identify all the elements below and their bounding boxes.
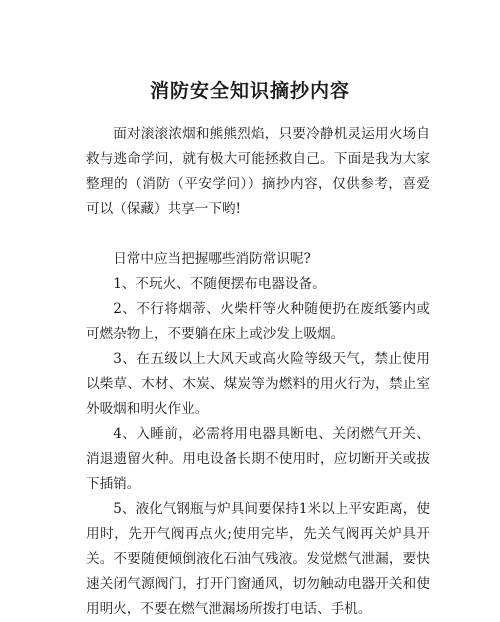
list-item: 2、不行将烟蒂、火柴杆等火种随便扔在废纸篓内或可燃杂物上，不要躺在床上或沙发上吸烟。 bbox=[86, 301, 430, 342]
paragraph-spacer bbox=[86, 222, 430, 247]
question-paragraph: 日常中应当把握哪些消防常识呢? bbox=[113, 251, 311, 267]
list-item: 5、液化气钢瓶与炉具间要保持1米以上平安距离，使用时，先开气阀再点火;使用完毕，先关气阀再关炉具开关。不要随便倾倒液化石油气残液。发觉燃气泄漏，要快速关闭气源阀门，打开门窗通风，切勿触动电器开关和使用明火，不要在燃气泄漏场所拨打电话、手机。 bbox=[86, 501, 430, 617]
list-item: 3、在五级以上大风天或高火险等级天气，禁止使用以柴草、木材、木炭、煤炭等为燃料的用火行为，禁止室外吸烟和明火作业。 bbox=[86, 351, 430, 417]
document-body bbox=[86, 122, 430, 622]
list-item: 4、入睡前，必需将用电器具断电、关闭燃气开关、消退遗留火种。用电设备长期不使用时，应切断开关或拔下插销。 bbox=[86, 426, 430, 492]
document-title: 消防安全知识摘抄内容 bbox=[149, 80, 350, 102]
list-item: 1、不玩火、不随便摆布电器设备。 bbox=[113, 276, 326, 292]
intro-paragraph: 面对滚滚浓烟和熊熊烈焰，只要冷静机灵运用火场自救与逃命学问，就有极大可能拯救自己。下面是我为大家整理的（消防（平安学问））摘抄内容，仅供参考，喜爱可以（保藏）共享一下哟! bbox=[86, 126, 430, 217]
